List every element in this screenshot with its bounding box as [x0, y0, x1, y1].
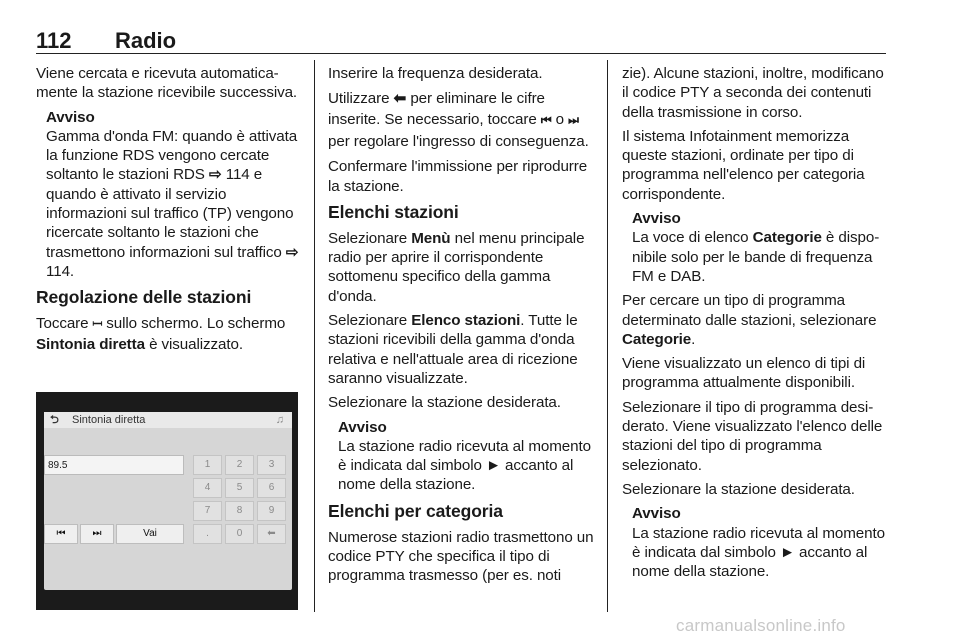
note-title: Avviso [632, 210, 681, 228]
bold-term: Menù [411, 229, 451, 247]
text: nel menu principale radio per aprire il corrispondente sottomenu specifico della gamma d'onda. [328, 229, 585, 305]
go-button[interactable]: Vai [116, 524, 184, 544]
column-1 [36, 64, 301, 359]
page-number: 112 [36, 28, 72, 53]
text: Selezionare [328, 312, 412, 330]
text: sullo schermo. Lo schermo [102, 315, 286, 333]
note-box [622, 504, 892, 581]
key-3[interactable]: 3 [257, 455, 286, 475]
note-title: Avviso [338, 418, 387, 436]
column-divider-1 [314, 60, 315, 612]
backspace-icon: ⬅ [393, 90, 407, 108]
frequency-field[interactable]: 89.5 [44, 455, 184, 475]
screen-title: Sintonia diretta [72, 414, 146, 426]
key-0[interactable]: 0 [225, 524, 254, 544]
note-title: Avviso [632, 505, 681, 523]
seek-forward-button[interactable] [80, 524, 114, 544]
note-text: La stazione radio ricevuta al momento è indicata dal simbolo ► accanto al nome della stazione. [338, 437, 591, 494]
key-5[interactable]: 5 [225, 478, 254, 498]
paragraph [36, 314, 301, 354]
paragraph [328, 88, 596, 152]
page-title: Radio [115, 28, 177, 53]
note-box [622, 209, 892, 286]
page-header [36, 28, 886, 54]
seek-back-button[interactable] [44, 524, 78, 544]
key-6[interactable]: 6 [257, 478, 286, 498]
key-4[interactable]: 4 [193, 478, 222, 498]
paragraph [622, 291, 892, 349]
key-dot[interactable]: . [193, 524, 222, 544]
bold-term: Sintonia diretta [36, 335, 145, 353]
direct-tuning-screen [36, 392, 298, 610]
text: Selezionare [328, 229, 412, 247]
page-reference[interactable]: 114. [46, 262, 75, 280]
paragraph: Selezionare la stazione desiderata. [622, 480, 855, 498]
column-divider-2 [607, 60, 608, 612]
text: o [551, 111, 569, 129]
reference-arrow-icon: ⇨ [208, 166, 222, 184]
column-2 [328, 64, 596, 591]
step-forward-icon: ⏭ [568, 113, 579, 128]
section-heading: Elenchi stazioni [328, 201, 459, 222]
paragraph: Il sistema Infotainment memorizza queste stazioni, ordinate per tipo di programma nell'elenco per categoria corrispondente. [622, 127, 865, 203]
paragraph: Inserire la frequenza desiderata. [328, 65, 543, 82]
section-heading: Regolazione delle stazioni [36, 287, 252, 308]
key-8[interactable]: 8 [225, 501, 254, 521]
text: . Tutte le stazioni ricevibili della gamma d'onda relativa e nell'attuale area di ricezione saranno visualizzate. [328, 312, 578, 387]
step-back-icon: ⏮ [540, 113, 552, 128]
paragraph: Confermare l'immissione per riprodurre la stazione. [328, 158, 588, 195]
note-box [36, 108, 301, 282]
note-text: La stazione radio ricevuta al momento è indicata dal simbolo ► accanto al nome della stazione. [632, 524, 885, 581]
page-reference[interactable]: 114 [225, 166, 250, 184]
text: per eliminare le cifre inserite. Se necessario, toccare [328, 90, 545, 129]
note-text: La voce di elenco [632, 229, 753, 247]
back-arrow-icon[interactable]: ⮌ [50, 414, 59, 426]
watermark: carmanualsonline.info [676, 616, 846, 635]
paragraph: Selezionare la stazione desiderata. [328, 394, 561, 412]
key-backspace[interactable]: ⬅ [257, 524, 286, 544]
paragraph [328, 229, 596, 306]
text: Per cercare un tipo di programma determinato dalle stazioni, selezionare [622, 292, 877, 329]
reference-arrow-icon: ⇨ [285, 243, 299, 261]
text: . [691, 330, 696, 348]
step-forward-icon: ⏭ [92, 528, 102, 539]
note-box [328, 418, 596, 495]
bold-term: Elenco stazioni [411, 312, 521, 330]
paragraph: zie). Alcune stazioni, inoltre, modificano il codice PTY a seconda dei contenuti della trasmissione in corso. [622, 65, 884, 121]
header-rule [36, 53, 886, 54]
text: Toccare [36, 315, 93, 333]
paragraph: Numerose stazioni radio trasmettono un codice PTY che specifica il tipo di programma trasmesso (per es. noti [328, 528, 594, 585]
note-text: e quando è attivato il servizio informazioni sul traffico (TP) vengono ricercate soltanto le stazioni che trasmettono informazioni sul traffico [46, 166, 294, 261]
note-text: è disponibile solo per le bande di frequenza FM e DAB. [632, 229, 880, 285]
step-back-icon: ⏮ [56, 528, 66, 539]
note-title: Avviso [46, 108, 95, 126]
note-text: Gamma d'onda FM: quando è attivata la funzione RDS vengono cercate soltanto le stazioni RDS [46, 127, 298, 184]
tune-icon: 𝄩 [92, 317, 103, 332]
paragraph: Viene visualizzato un elenco di tipi di programma attualmente disponibili. [622, 355, 866, 392]
key-7[interactable]: 7 [193, 501, 222, 521]
paragraph: Viene cercata e ricevuta automaticamente la stazione ricevibile successiva. [36, 65, 298, 102]
paragraph [328, 311, 596, 388]
text: per regolare l'ingresso di conseguenza. [328, 133, 589, 151]
key-9[interactable]: 9 [257, 501, 286, 521]
screen-panel [44, 414, 292, 590]
favourites-icon[interactable]: ♫ [275, 414, 284, 426]
section-heading: Elenchi per categoria [328, 500, 503, 521]
column-3 [622, 64, 892, 586]
key-1[interactable]: 1 [193, 455, 222, 475]
text: è visualizzato. [144, 335, 243, 353]
bold-term: Categorie [752, 229, 822, 247]
paragraph: Selezionare il tipo di programma desiderato. Viene visualizzato l'elenco delle stazioni del tipo di programma selezionato. [622, 398, 883, 474]
text: Utilizzare [328, 90, 394, 108]
screen-title-bar [44, 412, 292, 428]
bold-term: Categorie [622, 330, 692, 348]
key-2[interactable]: 2 [225, 455, 254, 475]
